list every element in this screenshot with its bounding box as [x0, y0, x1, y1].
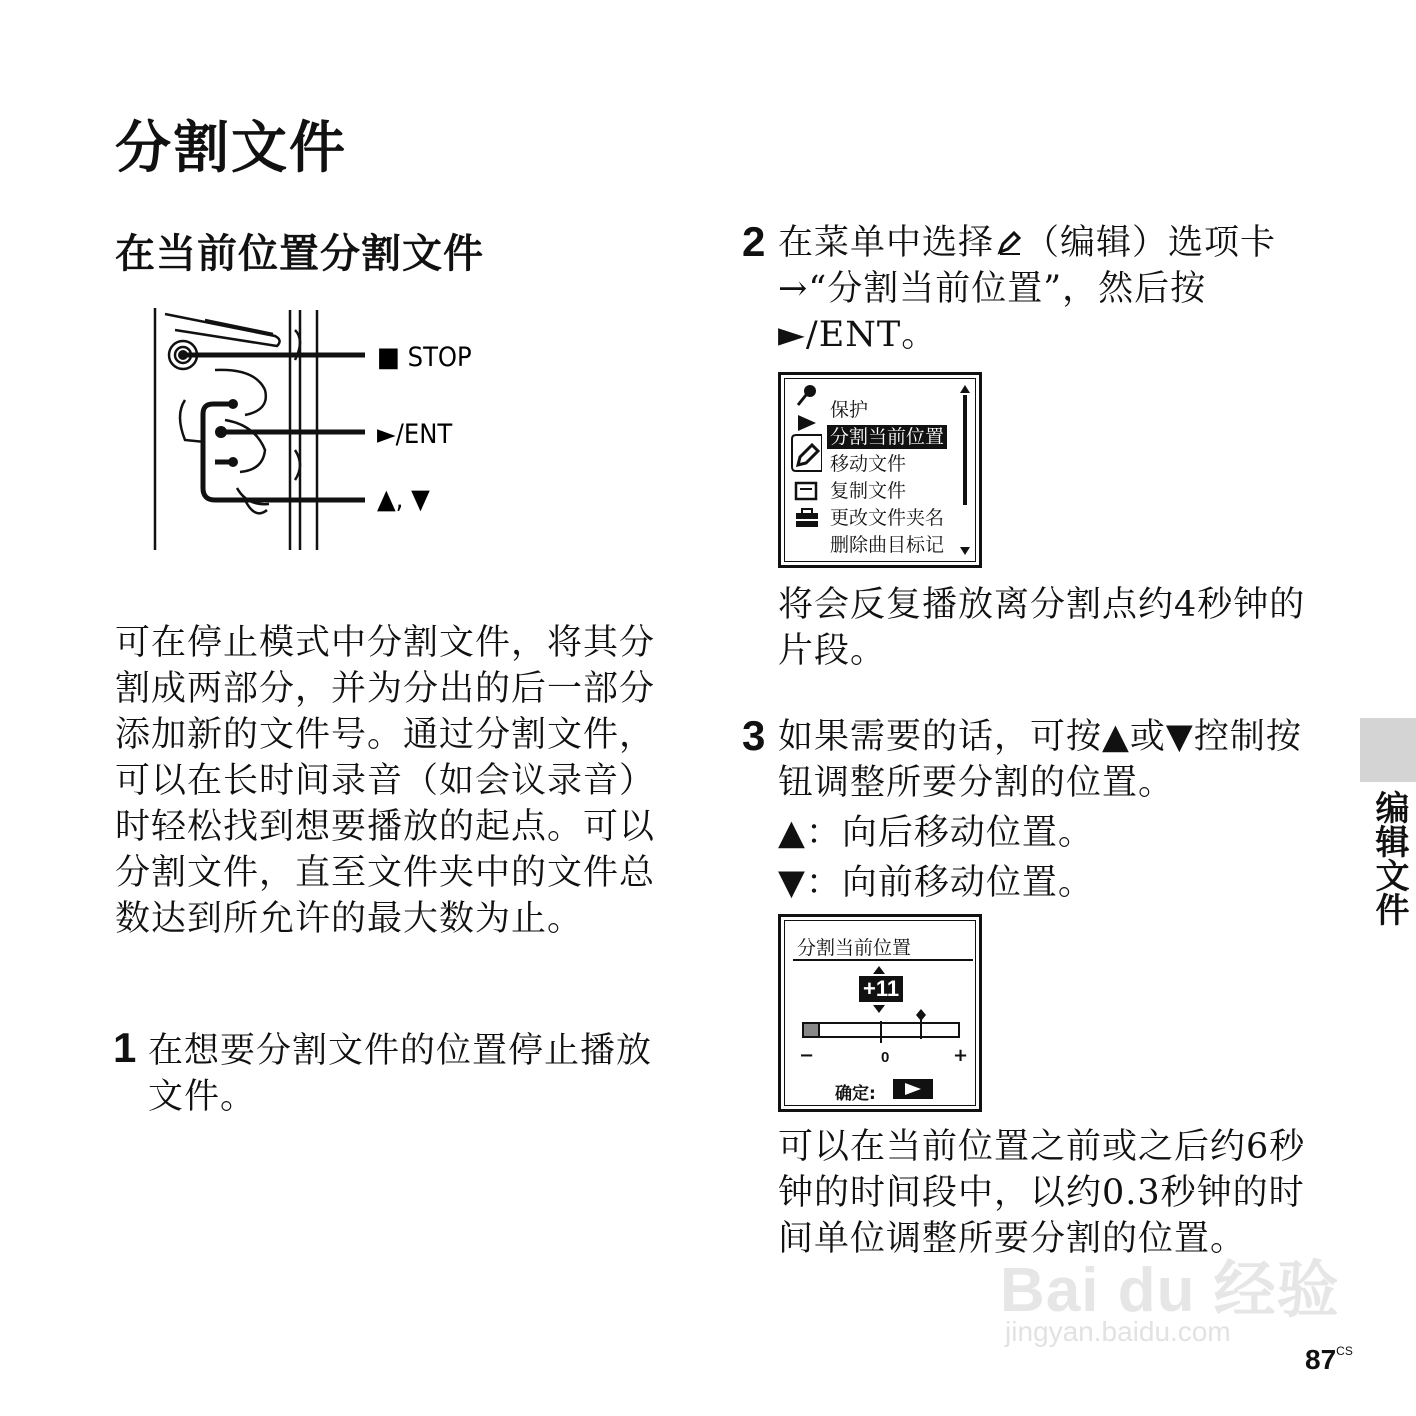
adjust-screen-frame — [784, 920, 976, 1106]
microphone-icon — [798, 385, 816, 405]
adjust-screen-title: 分割当前位置 — [797, 937, 912, 959]
menu-item[interactable]: 删除曲目标记 — [830, 534, 945, 556]
step2-text-after: （编辑）选项卡→“分割当前位置”，然后按►/ENT。 — [778, 223, 1277, 355]
plus-label: + — [953, 1045, 969, 1066]
toolbox-tab-icon — [796, 509, 818, 527]
watermark-logo: Bai du 经验 — [1000, 1256, 1340, 1325]
updown-label: ▲, ▼ — [377, 484, 430, 515]
step1-number: 1 — [113, 1024, 137, 1071]
device-control-diagram — [145, 300, 490, 555]
side-tab-label: 编辑文件 — [1369, 790, 1409, 926]
value-up-arrow-icon — [873, 966, 885, 974]
section-heading: 在当前位置分割文件 — [115, 231, 484, 277]
page-number — [1305, 1344, 1353, 1376]
step2-text — [778, 220, 1338, 358]
position-track[interactable] — [801, 1009, 963, 1045]
step1-text: 在想要分割文件的位置停止播放文件。 — [148, 1031, 653, 1117]
confirm-label: 确定: — [835, 1084, 876, 1104]
list-tab-icon — [796, 483, 816, 499]
step2-text-before: 在菜单中选择 — [778, 223, 995, 263]
menu-tab-bar — [788, 379, 822, 561]
step3-result: 可以在当前位置之前或之后约6秒钟的时间段中，以约0.3秒钟的时间单位调整所要分割的位置。 — [778, 1127, 1306, 1259]
scroll-down-icon — [960, 547, 970, 555]
menu-item[interactable]: 保护 — [830, 399, 869, 421]
minus-label: − — [799, 1045, 815, 1066]
step3-up-note: ▲：向后移动位置。 — [778, 813, 1094, 853]
play-tab-icon — [798, 415, 816, 431]
intro-paragraph: 可在停止模式中分割文件，将其分割成两部分，并为分出的后一部分添加新的文件号。通过分割文件，可以在长时间录音（如会议录音）时轻松找到想要播放的起点。可以分割文件，直至文件夹中的文件总数达到所允许的最大数为止。 — [115, 623, 656, 939]
play-button-icon[interactable] — [893, 1079, 933, 1099]
menu-scrollbar[interactable] — [963, 395, 967, 505]
menu-item[interactable]: 复制文件 — [830, 480, 907, 502]
menu-item-selected[interactable]: 分割当前位置 — [827, 425, 947, 449]
menu-screen-frame — [784, 378, 976, 562]
step2-result: 将会反复播放离分割点约4秒钟的片段。 — [778, 585, 1306, 671]
page-number-suffix: CS — [1336, 1344, 1353, 1358]
side-tab-marker — [1360, 718, 1416, 782]
ent-label: ►/ENT — [377, 419, 453, 450]
menu-screen — [778, 372, 982, 568]
adjust-position-screen — [778, 914, 982, 1112]
step3-number: 3 — [742, 712, 766, 759]
offset-value: +11 — [859, 976, 903, 1002]
step3-down-note: ▼：向前移动位置。 — [778, 863, 1094, 903]
page-title: 分割文件 — [115, 116, 347, 181]
step2-number: 2 — [742, 218, 766, 265]
edit-pencil-icon — [994, 224, 1024, 254]
menu-item[interactable]: 移动文件 — [830, 453, 907, 475]
edit-tab-icon — [792, 435, 822, 471]
zero-label: 0 — [881, 1049, 890, 1066]
split-marker-icon — [916, 1009, 926, 1021]
scroll-up-icon — [960, 385, 970, 393]
watermark-url: jingyan.baidu.com — [1005, 1316, 1231, 1347]
step3-text: 如果需要的话，可按▲或▼控制按钮调整所要分割的位置。 — [778, 717, 1302, 803]
menu-item[interactable]: 更改文件夹名 — [830, 507, 945, 529]
page-number-value: 87 — [1305, 1344, 1337, 1375]
stop-label: ■ STOP — [377, 342, 472, 373]
title-underline — [793, 959, 973, 961]
